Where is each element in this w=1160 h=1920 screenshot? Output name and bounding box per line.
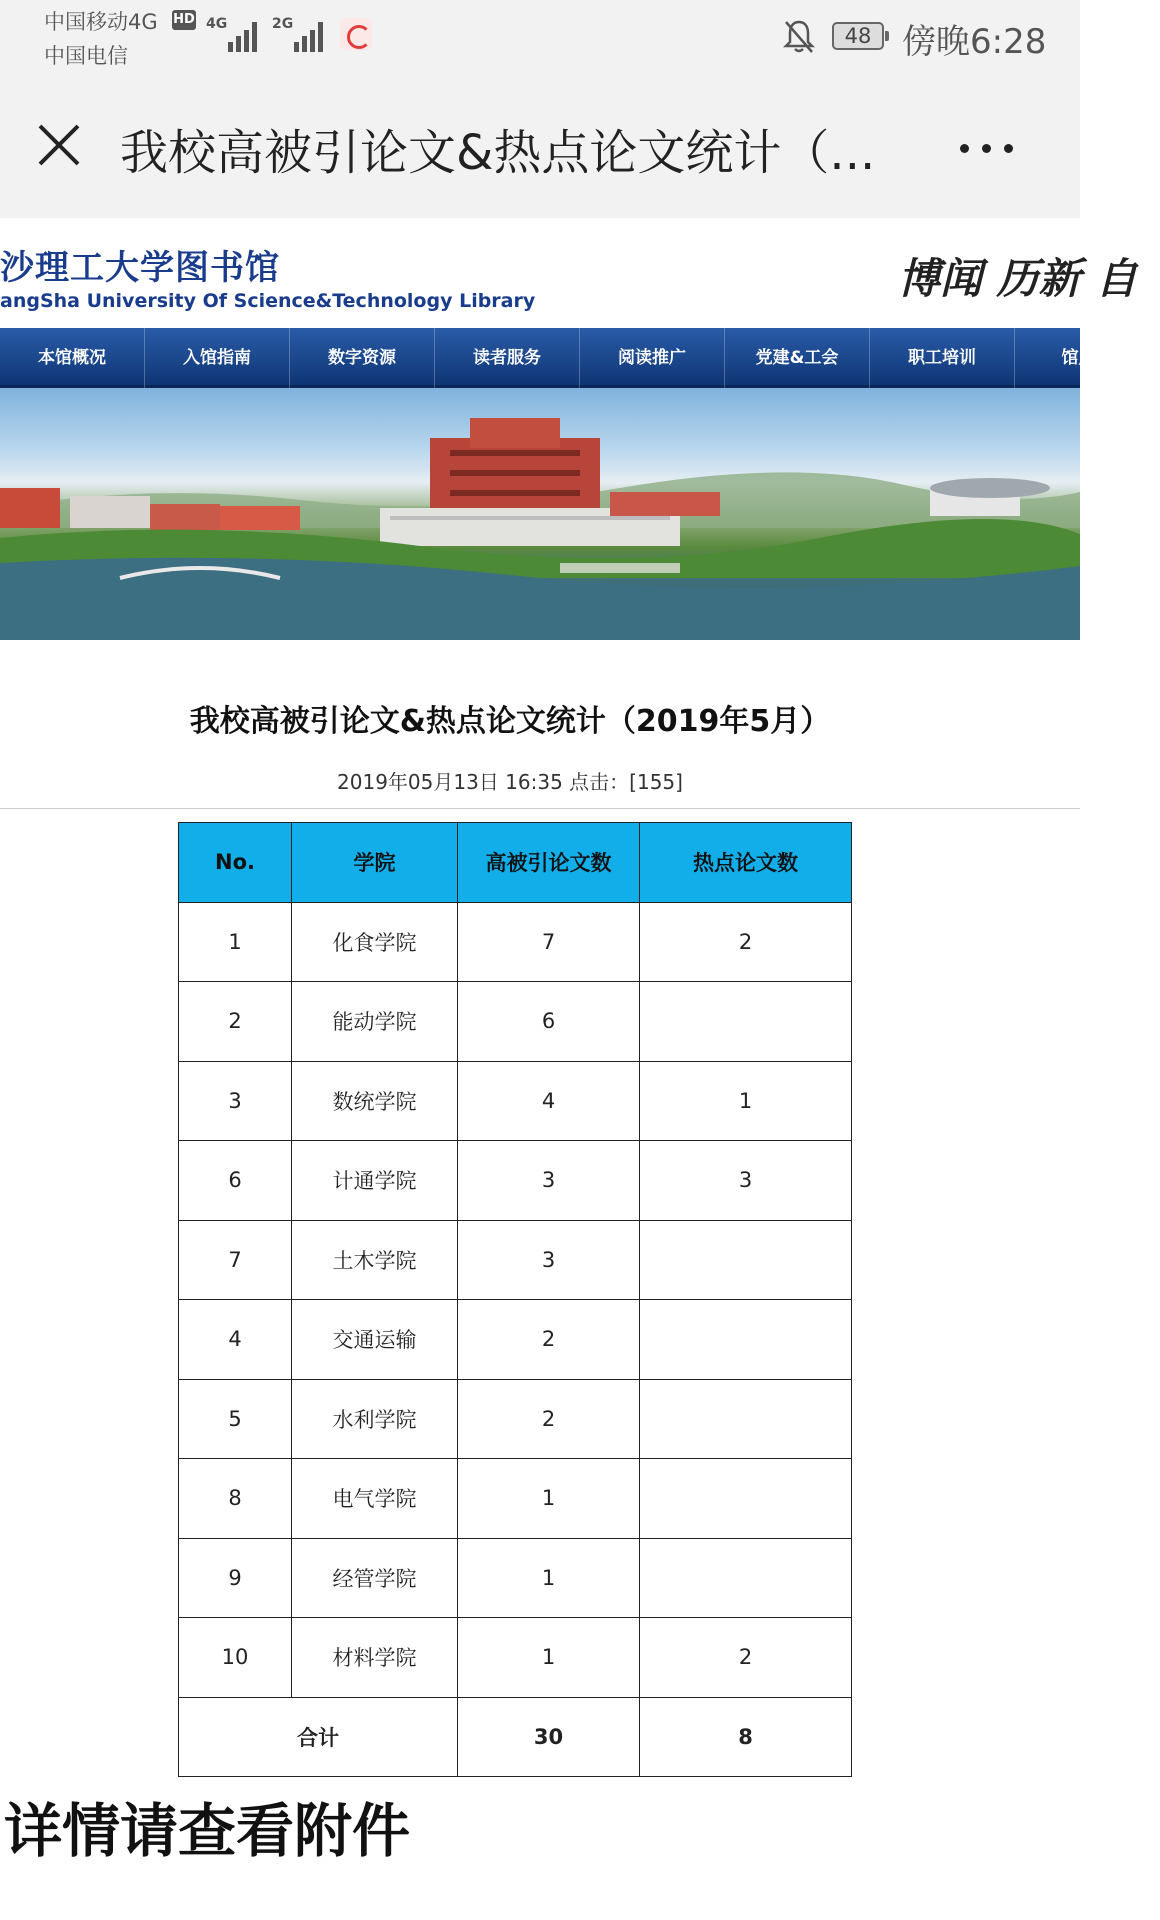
- cell-hot-papers: [640, 1538, 852, 1618]
- cell-highly-cited: 3: [458, 1141, 640, 1221]
- clock: 傍晚6:28: [902, 22, 1047, 62]
- cell-college: 计通学院: [292, 1141, 458, 1221]
- cell-hot-papers: [640, 1379, 852, 1459]
- header-hot-papers: 热点论文数: [640, 823, 852, 903]
- attachment-note: 详情请查看附件: [4, 1797, 411, 1865]
- header-no: No.: [179, 823, 292, 903]
- cell-no: 3: [179, 1061, 292, 1141]
- cell-highly-cited: 6: [458, 982, 640, 1062]
- cell-hot-papers: [640, 982, 852, 1062]
- table-row: [179, 1141, 852, 1221]
- table-header-row: [179, 823, 852, 903]
- status-bar: [0, 0, 1080, 78]
- cell-highly-cited: 3: [458, 1220, 640, 1300]
- cell-college: 化食学院: [292, 902, 458, 982]
- carrier-secondary: 中国电信: [44, 44, 128, 68]
- cell-no: 2: [179, 982, 292, 1062]
- table-row: [179, 982, 852, 1062]
- page-title: 我校高被引论文&热点论文统计（...: [120, 125, 876, 181]
- cell-hot-papers: [640, 1459, 852, 1539]
- nav-item-reading-promotion[interactable]: 阅读推广: [580, 328, 725, 388]
- library-name-cn: 沙理工大学图书馆: [0, 248, 280, 288]
- library-motto-calligraphy: 博闻 历新 自: [898, 254, 1138, 303]
- cell-highly-cited: 1: [458, 1459, 640, 1539]
- table-row: [179, 902, 852, 982]
- hd-badge: HD: [172, 10, 196, 30]
- nav-item-about[interactable]: 本馆概况: [0, 328, 145, 388]
- cell-college: 土木学院: [292, 1220, 458, 1300]
- table-row: [179, 1459, 852, 1539]
- cell-hot-papers: 1: [640, 1061, 852, 1141]
- cell-hot-papers: 3: [640, 1141, 852, 1221]
- cell-no: 8: [179, 1459, 292, 1539]
- cell-total-label: 合计: [179, 1697, 458, 1777]
- table-row: [179, 1538, 852, 1618]
- cell-no: 5: [179, 1379, 292, 1459]
- article-title: 我校高被引论文&热点论文统计（2019年5月）: [189, 704, 831, 739]
- signal-4g-icon: 4G: [206, 16, 266, 52]
- table-row: [179, 1061, 852, 1141]
- library-header: [0, 218, 1138, 328]
- table-row: [179, 1300, 852, 1380]
- cell-hot-papers: 2: [640, 902, 852, 982]
- cell-college: 电气学院: [292, 1459, 458, 1539]
- cell-college: 材料学院: [292, 1618, 458, 1698]
- table-row: [179, 1379, 852, 1459]
- nav-item-guide[interactable]: 入馆指南: [145, 328, 290, 388]
- cell-no: 9: [179, 1538, 292, 1618]
- cell-college: 交通运输: [292, 1300, 458, 1380]
- library-name-en: angSha University Of Science&Technology Library: [0, 290, 536, 312]
- close-icon[interactable]: [34, 120, 84, 170]
- cell-no: 6: [179, 1141, 292, 1221]
- cell-college: 数统学院: [292, 1061, 458, 1141]
- cell-highly-cited: 7: [458, 902, 640, 982]
- cell-no: 7: [179, 1220, 292, 1300]
- header-highly-cited: 高被引论文数: [458, 823, 640, 903]
- carrier-primary: 中国移动4G: [44, 10, 158, 34]
- nav-item-party-union[interactable]: 党建&工会: [725, 328, 870, 388]
- nav-item-library-style[interactable]: 馆风监: [1015, 328, 1160, 388]
- cell-no: 10: [179, 1618, 292, 1698]
- table-row: [179, 1618, 852, 1698]
- cell-highly-cited: 2: [458, 1300, 640, 1380]
- nav-item-staff-training[interactable]: 职工培训: [870, 328, 1015, 388]
- battery-icon: 48: [832, 22, 884, 50]
- cell-college: 经管学院: [292, 1538, 458, 1618]
- divider: [0, 808, 1080, 809]
- cell-highly-cited: 1: [458, 1538, 640, 1618]
- campus-banner-image: [0, 388, 1080, 640]
- cell-no: 1: [179, 902, 292, 982]
- more-options-icon[interactable]: [960, 138, 1024, 158]
- article-meta: 2019年05月13日 16:35 点击：[155]: [337, 770, 683, 794]
- cell-college: 能动学院: [292, 982, 458, 1062]
- nav-item-reader-services[interactable]: 读者服务: [435, 328, 580, 388]
- nav-item-digital-resources[interactable]: 数字资源: [290, 328, 435, 388]
- cell-hot-papers: [640, 1220, 852, 1300]
- cell-total-highly-cited: 30: [458, 1697, 640, 1777]
- stats-table: [178, 822, 852, 1777]
- bell-muted-icon: [782, 18, 816, 54]
- cell-hot-papers: [640, 1300, 852, 1380]
- table-total-row: [179, 1697, 852, 1777]
- signal-2g-icon: 2G: [272, 16, 332, 52]
- cell-total-hot-papers: 8: [640, 1697, 852, 1777]
- cell-highly-cited: 2: [458, 1379, 640, 1459]
- cell-no: 4: [179, 1300, 292, 1380]
- cell-college: 水利学院: [292, 1379, 458, 1459]
- cell-highly-cited: 1: [458, 1618, 640, 1698]
- table-row: [179, 1220, 852, 1300]
- cell-hot-papers: 2: [640, 1618, 852, 1698]
- cell-highly-cited: 4: [458, 1061, 640, 1141]
- main-nav: [0, 328, 1113, 388]
- title-bar: [0, 78, 1080, 218]
- header-college: 学院: [292, 823, 458, 903]
- weibo-notification-icon: [340, 18, 372, 50]
